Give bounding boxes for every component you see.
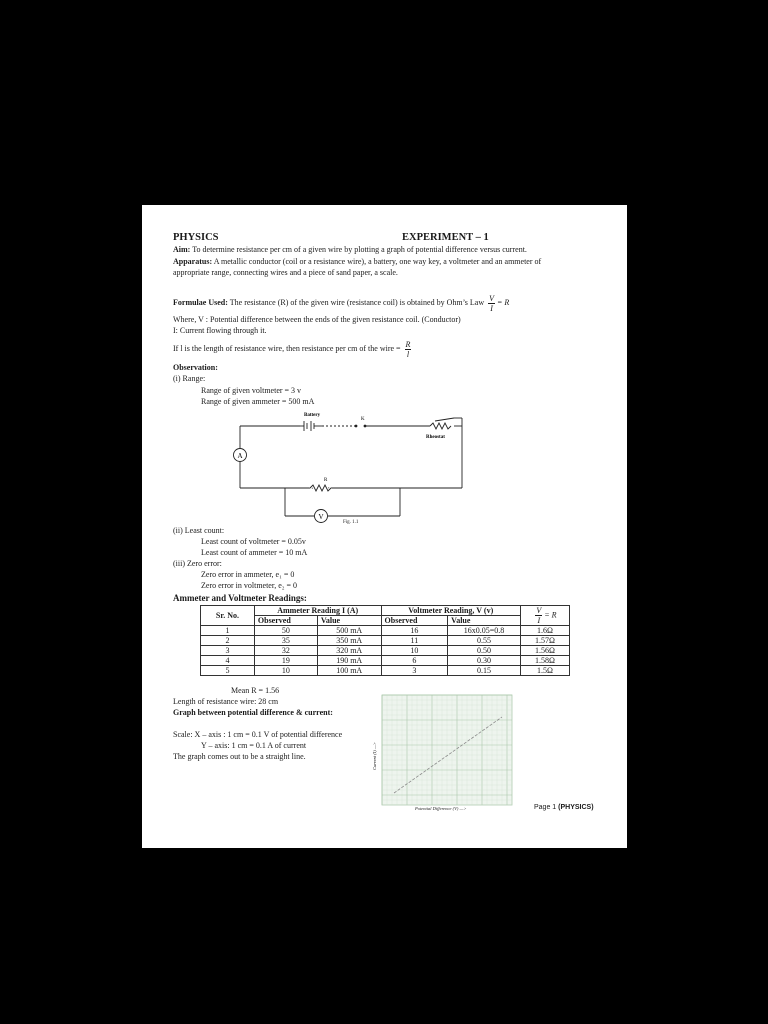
cell-sr: 5 (201, 666, 255, 676)
table-row (201, 656, 570, 666)
range-voltmeter: Range of given voltmeter = 3 v (201, 386, 302, 395)
cell-ammeter-value: 350 mA (317, 636, 381, 646)
sub-ammeter-value: Value (317, 616, 381, 626)
experiment-title: EXPERIMENT – 1 (402, 232, 489, 243)
readings-table (200, 605, 570, 676)
col-ratio (520, 606, 569, 626)
fraction-numerator: R (405, 339, 411, 349)
fraction-numerator: V (536, 606, 542, 615)
cell-ammeter-observed: 10 (254, 666, 317, 676)
cell-voltmeter-value: 16x0.05=0.8 (448, 626, 521, 636)
cell-voltmeter-observed: 3 (381, 666, 448, 676)
mean-resistance: Mean R = 1.56 (231, 686, 280, 695)
key-icon (355, 425, 367, 428)
cell-ammeter-observed: 32 (254, 646, 317, 656)
sub-voltmeter-observed: Observed (381, 616, 448, 626)
formulae-line (173, 293, 509, 313)
table-row (201, 626, 570, 636)
table-header-row (201, 606, 570, 616)
cell-ammeter-value: 100 mA (317, 666, 381, 676)
table-row (201, 666, 570, 676)
key-label: K (361, 417, 365, 422)
least-count-ammeter: Least count of ammeter = 10 mA (201, 548, 308, 557)
left-black-bar (0, 0, 142, 1024)
cell-resistance: 1.6Ω (520, 626, 569, 636)
battery-label: Battery (304, 413, 321, 418)
zero-error-voltmeter: Zero error in voltmeter, e₂ = 0 (201, 581, 298, 590)
zero-error-label: (iii) Zero error: (173, 559, 222, 568)
cell-voltmeter-value: 0.55 (448, 636, 521, 646)
apparatus-text-2: appropriate range, connecting wires and a piece of sand paper, a scale. (173, 268, 398, 277)
bottom-black-band (142, 848, 627, 1024)
least-count-label: (ii) Least count: (173, 526, 225, 535)
cell-ammeter-observed: 35 (254, 636, 317, 646)
aim-line (173, 245, 527, 255)
footer-subject: (PHYSICS) (558, 804, 594, 811)
ammeter-symbol: A (237, 452, 243, 460)
length-formula-text: If l is the length of resistance wire, then resistance per cm of the wire = (173, 344, 401, 353)
least-count-voltmeter: Least count of voltmeter = 0.05v (201, 537, 306, 546)
cell-resistance: 1.56Ω (520, 646, 569, 656)
observation-heading: Observation: (173, 363, 218, 372)
zero-error-ammeter: Zero error in ammeter, e₁ = 0 (201, 570, 295, 579)
fraction-denominator: l (406, 349, 410, 359)
cell-voltmeter-value: 0.50 (448, 646, 521, 656)
cell-sr: 4 (201, 656, 255, 666)
cell-ammeter-value: 190 mA (317, 656, 381, 666)
aim-label: Aim: (173, 245, 191, 254)
cell-voltmeter-observed: 16 (381, 626, 448, 636)
vi-graph (368, 690, 518, 816)
cell-ammeter-observed: 50 (254, 626, 317, 636)
cell-resistance: 1.5Ω (520, 666, 569, 676)
voltmeter-symbol: V (318, 513, 324, 521)
where-v-text: Where, V : Potential difference between the ends of the given resistance coil. (Conductor) (173, 315, 461, 324)
document-page (142, 205, 627, 848)
fraction-numerator: V (489, 293, 495, 303)
subject-title: PHYSICS (173, 232, 219, 243)
cell-voltmeter-observed: 6 (381, 656, 448, 666)
sub-voltmeter-value: Value (448, 616, 521, 626)
right-black-bar (627, 0, 768, 1024)
resistor-label: R (324, 478, 328, 483)
cell-voltmeter-observed: 11 (381, 636, 448, 646)
fraction-denominator: I (537, 616, 541, 625)
fraction-denominator: I (490, 303, 493, 313)
length-formula-line (173, 339, 413, 359)
table-row (201, 646, 570, 656)
formulae-label: Formulae Used: (173, 298, 228, 307)
page-number: Page 1 (534, 804, 557, 811)
battery-icon (300, 421, 322, 431)
table-subheader-row (201, 616, 570, 626)
graph-conclusion: The graph comes out to be a straight line. (173, 752, 306, 761)
figure-caption: Fig. 1.1 (343, 520, 359, 525)
ammeter-icon (234, 449, 247, 462)
cell-voltmeter-observed: 10 (381, 646, 448, 656)
cell-voltmeter-value: 0.30 (448, 656, 521, 666)
readings-heading: Ammeter and Voltmeter Readings: (173, 593, 307, 603)
graph-y-label: Current (I) —> (372, 742, 377, 770)
col-sr-no: Sr. No. (201, 606, 255, 626)
circuit-diagram (230, 408, 470, 526)
ratio-result: = R (544, 610, 557, 620)
rheostat-label: Rheostat (426, 435, 445, 440)
sub-ammeter-observed: Observed (254, 616, 317, 626)
top-black-band (142, 0, 627, 205)
col-ammeter: Ammeter Reading I (A) (254, 606, 381, 616)
page-footer (534, 803, 594, 813)
wire-length: Length of resistance wire: 28 cm (173, 697, 279, 706)
cell-resistance: 1.58Ω (520, 656, 569, 666)
cell-sr: 3 (201, 646, 255, 656)
cell-sr: 1 (201, 626, 255, 636)
graph-x-label: Potential Difference (V) —> (415, 806, 467, 811)
apparatus-text-1: A metallic conductor (coil or a resistance wire), a battery, one way key, a voltmeter and an ammeter of (213, 257, 542, 266)
scale-x: Scale: X – axis : 1 cm = 0.1 V of potential difference (173, 730, 343, 739)
graph-heading: Graph between potential difference & current: (173, 708, 333, 717)
cell-ammeter-observed: 19 (254, 656, 317, 666)
cell-resistance: 1.57Ω (520, 636, 569, 646)
cell-ammeter-value: 320 mA (317, 646, 381, 656)
aim-text: To determine resistance per cm of a given wire by plotting a graph of potential difference versus current. (192, 245, 527, 254)
ohms-law-result: = R (497, 298, 510, 307)
table-row (201, 636, 570, 646)
cell-ammeter-value: 500 mA (317, 626, 381, 636)
formulae-text: The resistance (R) of the given wire (resistance coil) is obtained by Ohm’s Law (229, 298, 485, 307)
range-ammeter: Range of given ammeter = 500 mA (201, 397, 315, 406)
voltmeter-icon (315, 510, 328, 523)
length-fraction (405, 340, 412, 359)
range-label: (i) Range: (173, 374, 206, 383)
cell-sr: 2 (201, 636, 255, 646)
ratio-fraction (535, 606, 542, 625)
scale-y: Y – axis: 1 cm = 0.1 A of current (201, 741, 307, 750)
cell-voltmeter-value: 0.15 (448, 666, 521, 676)
ohms-law-fraction (488, 294, 495, 313)
apparatus-label: Apparatus: (173, 257, 213, 266)
apparatus-line (173, 257, 541, 267)
col-voltmeter: Voltmeter Reading, V (v) (381, 606, 520, 616)
where-i-text: I: Current flowing through it. (173, 326, 267, 335)
